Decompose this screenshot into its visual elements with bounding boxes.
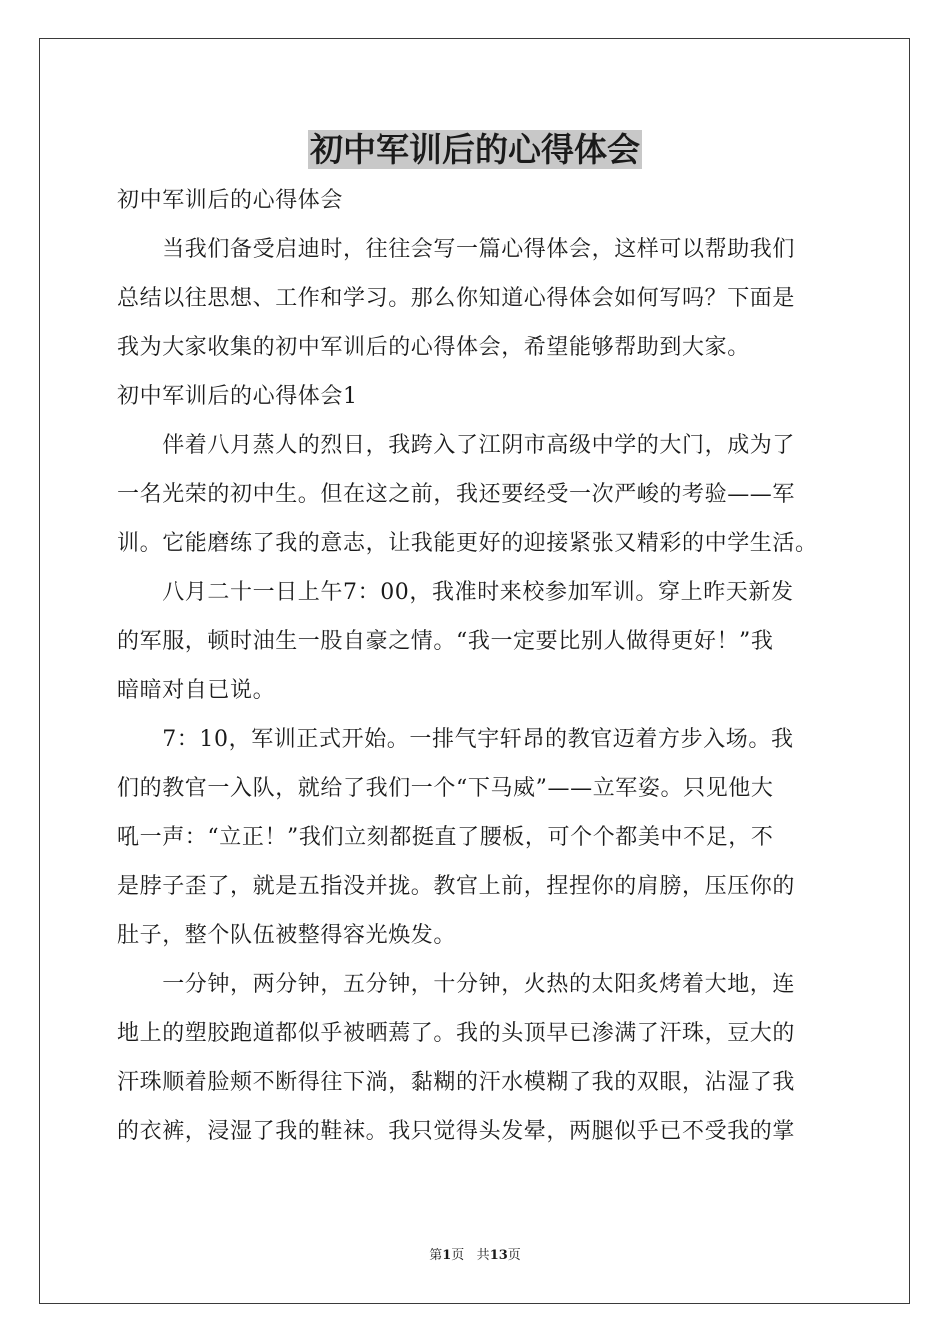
footer-total-suffix: 页 (507, 1248, 521, 1263)
paragraph-line: 汗珠顺着脸颊不断得往下淌，黏糊的汗水模糊了我的双眼，沾湿了我 (117, 1070, 796, 1095)
paragraph-line: 肚子，整个队伍被整得容光焕发。 (117, 923, 457, 948)
current-page-number: 1 (442, 1248, 452, 1263)
document-body (117, 176, 833, 1156)
paragraph-line: 一分钟，两分钟，五分钟，十分钟，火热的太阳炙烤着大地，连 (117, 972, 796, 997)
page-footer (0, 1246, 950, 1266)
paragraph-line: 我为大家收集的初中军训后的心得体会，希望能够帮助到大家。 (117, 335, 750, 360)
document-title (0, 126, 950, 174)
paragraph-line: 暗暗对自已说。 (117, 678, 276, 703)
paragraph-line: 伴着八月蒸人的烈日，我跨入了江阴市高级中学的大门，成为了 (117, 433, 796, 458)
paragraph-line: 训。它能磨练了我的意志，让我能更好的迎接紧张又精彩的中学生活。 (117, 531, 818, 556)
footer-total-prefix: 共 (476, 1248, 490, 1263)
paragraph-line: 八月二十一日上午7：00，我准时来校参加军训。穿上昨天新发 (117, 580, 794, 605)
paragraph-line: 当我们备受启迪时，往往会写一篇心得体会，这样可以帮助我们 (117, 237, 796, 262)
total-page-count: 13 (489, 1248, 508, 1263)
paragraph-line: 吼一声：“立正！”我们立刻都挺直了腰板，可个个都美中不足，不 (117, 825, 774, 850)
document-title-text: 初中军训后的心得体会 (310, 130, 640, 169)
paragraph-line: 一名光荣的初中生。但在这之前，我还要经受一次严峻的考验——军 (117, 482, 796, 507)
paragraph-line: 的衣裤，浸湿了我的鞋袜。我只觉得头发晕，两腿似乎已不受我的掌 (117, 1119, 796, 1144)
section-heading: 初中军训后的心得体会1 (117, 384, 358, 409)
paragraph-line: 总结以往思想、工作和学习。那么你知道心得体会如何写吗？下面是 (117, 286, 796, 311)
footer-prefix: 第 (429, 1248, 443, 1263)
paragraph-line: 的军服，顿时油生一股自豪之情。“我一定要比别人做得更好！”我 (117, 629, 774, 654)
paragraph-line: 是脖子歪了，就是五指没并拢。教官上前，捏捏你的肩膀，压压你的 (117, 874, 796, 899)
paragraph-line: 们的教官一入队，就给了我们一个“下马威”——立军姿。只见他大 (117, 776, 774, 801)
footer-page-suffix: 页 (451, 1248, 465, 1263)
subtitle-line: 初中军训后的心得体会 (117, 188, 344, 213)
paragraph-line: 地上的塑胶跑道都似乎被晒蔫了。我的头顶早已渗满了汗珠，豆大的 (117, 1021, 796, 1046)
paragraph-line: 7：10，军训正式开始。一排气宇轩昂的教官迈着方步入场。我 (117, 727, 794, 752)
